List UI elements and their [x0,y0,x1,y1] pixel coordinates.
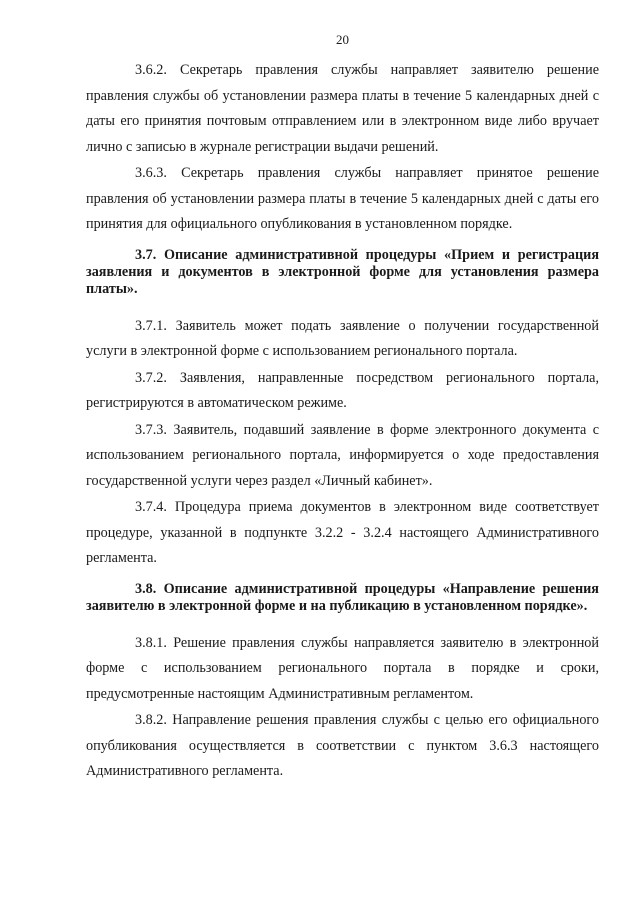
section-heading-3-8: 3.8. Описание административной процедуры «Направление решения заявителю в электронной форме и на публикацию в установленном порядке». [86,580,599,614]
paragraph-3-8-2: 3.8.2. Направление решения правления службы с целью его официального опубликования осуществляется в соответствии с пунктом 3.6.3 настоящего Административного регламента. [86,712,599,779]
document-body [86,58,599,785]
paragraph-3-8-1: 3.8.1. Решение правления службы направляется заявителю в электронной форме с использованием регионального портала в порядке и сроки, предусмотренные настоящим Административным регламентом. [86,634,599,702]
paragraph-3-6-2: 3.6.2. Секретарь правления службы направляет заявителю решение правления службы об установлении размера платы в течение 5 календарных дней с даты его принятия почтовым отправлением или в электронном виде либо вручает лично с записью в журнале регистрации выдачи решений. [86,62,599,155]
page-number: 20 [336,32,349,47]
paragraph-3-7-1: 3.7.1. Заявитель может подать заявление о получении государственной услуги в электронной форме с использованием регионального портала. [86,317,599,359]
paragraph-3-7-4: 3.7.4. Процедура приема документов в электронном виде соответствует процедуре, указанной в подпункте 3.2.2 - 3.2.4 настоящего Административного регламента. [86,499,599,566]
paragraph-3-7-3: 3.7.3. Заявитель, подавший заявление в форме электронного документа с использованием регионального портала, информируется о ходе предоставления государственной услуги через раздел «Личный кабинет». [86,421,599,489]
paragraph-3-7-2: 3.7.2. Заявления, направленные посредством регионального портала, регистрируются в автоматическом режиме. [86,369,599,411]
section-heading-3-7: 3.7. Описание административной процедуры «Прием и регистрация заявления и документов в электронной форме для установления размера платы». [86,246,599,297]
paragraph-3-6-3: 3.6.3. Секретарь правления службы направляет принятое решение правления об установлении размера платы в течение 5 календарных дней с даты его принятия для официального опубликования в установленном порядке. [86,165,599,232]
